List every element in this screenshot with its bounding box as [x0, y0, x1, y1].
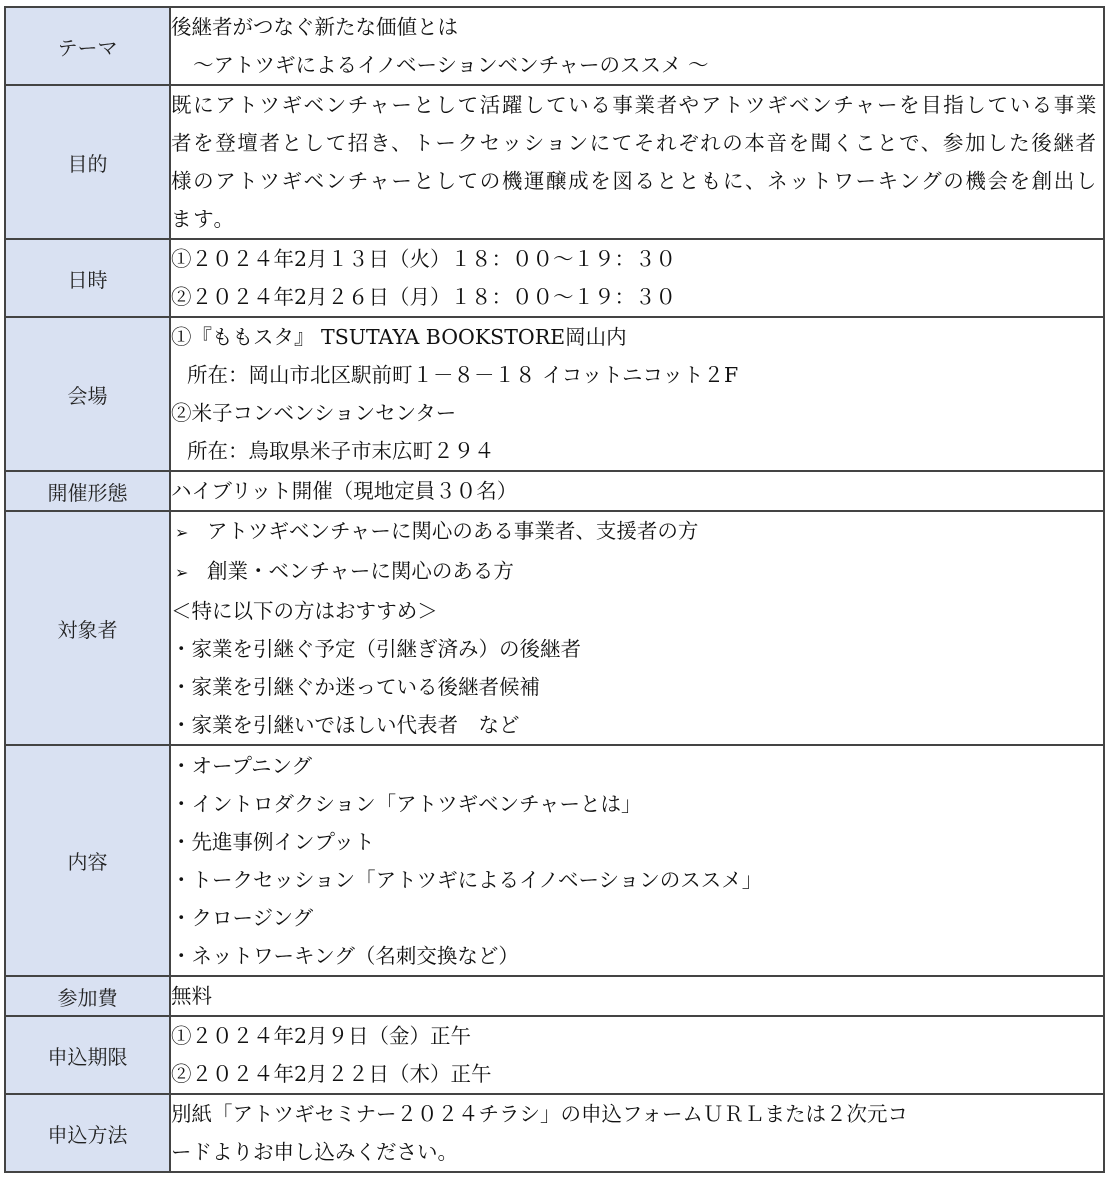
value-method [170, 1094, 1104, 1172]
row-purpose [5, 85, 1104, 239]
value-target [170, 511, 1104, 745]
row-fee [5, 976, 1104, 1016]
row-venue [5, 317, 1104, 471]
label-content: 内容 [5, 745, 170, 976]
fee-text: 無料 [171, 984, 212, 1008]
content-item: ・先進事例インプット [171, 829, 375, 854]
value-format [170, 471, 1104, 511]
value-theme [170, 7, 1104, 85]
label-fee: 参加費 [5, 976, 170, 1016]
value-fee [170, 976, 1104, 1016]
value-deadline [170, 1016, 1104, 1094]
label-method: 申込方法 [5, 1094, 170, 1172]
target-item: ・家業を引継いでほしい代表者 など [171, 713, 520, 737]
arrow-bullet-icon: ➢ [175, 563, 189, 582]
method-line-2: ードよりお申し込みください。 [171, 1140, 458, 1164]
label-theme: テーマ [5, 7, 170, 85]
theme-title: 後継者がつなぐ新たな価値とは [171, 15, 458, 39]
target-item: ・家業を引継ぐ予定（引継ぎ済み）の後継者 [171, 637, 581, 661]
content-item: ・オープニング [171, 753, 313, 778]
label-target: 対象者 [5, 511, 170, 745]
row-datetime [5, 239, 1104, 317]
row-content [5, 745, 1104, 976]
value-datetime [170, 239, 1104, 317]
purpose-text: 既にアトツギベンチャーとして活躍している事業者やアトツギベンチャーを目指している事業者を登壇者として招き、トークセッションにてそれぞれの本音を聞くことで、参加した後継者様のアトツギベンチャーとしての機運醸成を図るとともに、ネットワーキングの機会を創出します。 [171, 93, 1098, 231]
target-bullet-item [171, 512, 1103, 552]
content-item: ・トークセッション「アトツギによるイノベーションのススメ」 [171, 867, 763, 892]
venue-1-address: 所在：岡山市北区駅前町１－８－１８ イコットニコット２F [187, 363, 739, 387]
method-line-1: 別紙「アトツギセミナー２０２４チラシ」の申込フォームＵＲＬまたは２次元コ [171, 1102, 908, 1126]
content-item: ・クロージング [171, 905, 314, 930]
label-datetime: 日時 [5, 239, 170, 317]
label-purpose: 目的 [5, 85, 170, 239]
format-text: ハイブリット開催（現地定員３０名） [171, 479, 518, 503]
target-item: ・家業を引継ぐか迷っている後継者候補 [171, 675, 540, 699]
target-bullet-text: 創業・ベンチャーに関心のある方 [207, 559, 514, 583]
target-recommend-heading: ＜特に以下の方はおすすめ＞ [171, 599, 438, 623]
datetime-1: ①２０２４年2月１３日（火）１８：００～１９：３０ [171, 247, 677, 271]
row-theme [5, 7, 1104, 85]
deadline-1: ①２０２４年2月９日（金）正午 [171, 1024, 472, 1048]
target-bullet-text: アトツギベンチャーに関心のある事業者、支援者の方 [207, 519, 699, 543]
venue-2-address: 所在：鳥取県米子市末広町２９４ [187, 439, 495, 463]
target-bullet-item [171, 552, 1103, 592]
label-deadline: 申込期限 [5, 1016, 170, 1094]
value-content [170, 745, 1104, 976]
row-deadline [5, 1016, 1104, 1094]
arrow-bullet-icon: ➢ [175, 523, 189, 542]
content-item: ・イントロダクション「アトツギベンチャーとは」 [171, 791, 642, 816]
deadline-2: ②２０２４年2月２２日（木）正午 [171, 1062, 492, 1086]
label-format: 開催形態 [5, 471, 170, 511]
label-venue: 会場 [5, 317, 170, 471]
venue-1: ①『ももスタ』 TSUTAYA BOOKSTORE岡山内 [171, 325, 627, 349]
row-target [5, 511, 1104, 745]
theme-subtitle: ～アトツギによるイノベーションベンチャーのススメ ～ [193, 53, 709, 77]
value-venue [170, 317, 1104, 471]
venue-2: ②米子コンベンションセンター [171, 401, 457, 425]
content-item: ・ネットワーキング（名刺交換など） [171, 943, 519, 968]
datetime-2: ②２０２４年2月２６日（月）１８：００～１９：３０ [171, 285, 677, 309]
event-info-table [4, 6, 1105, 1173]
row-format [5, 471, 1104, 511]
value-purpose [170, 85, 1104, 239]
row-method [5, 1094, 1104, 1172]
